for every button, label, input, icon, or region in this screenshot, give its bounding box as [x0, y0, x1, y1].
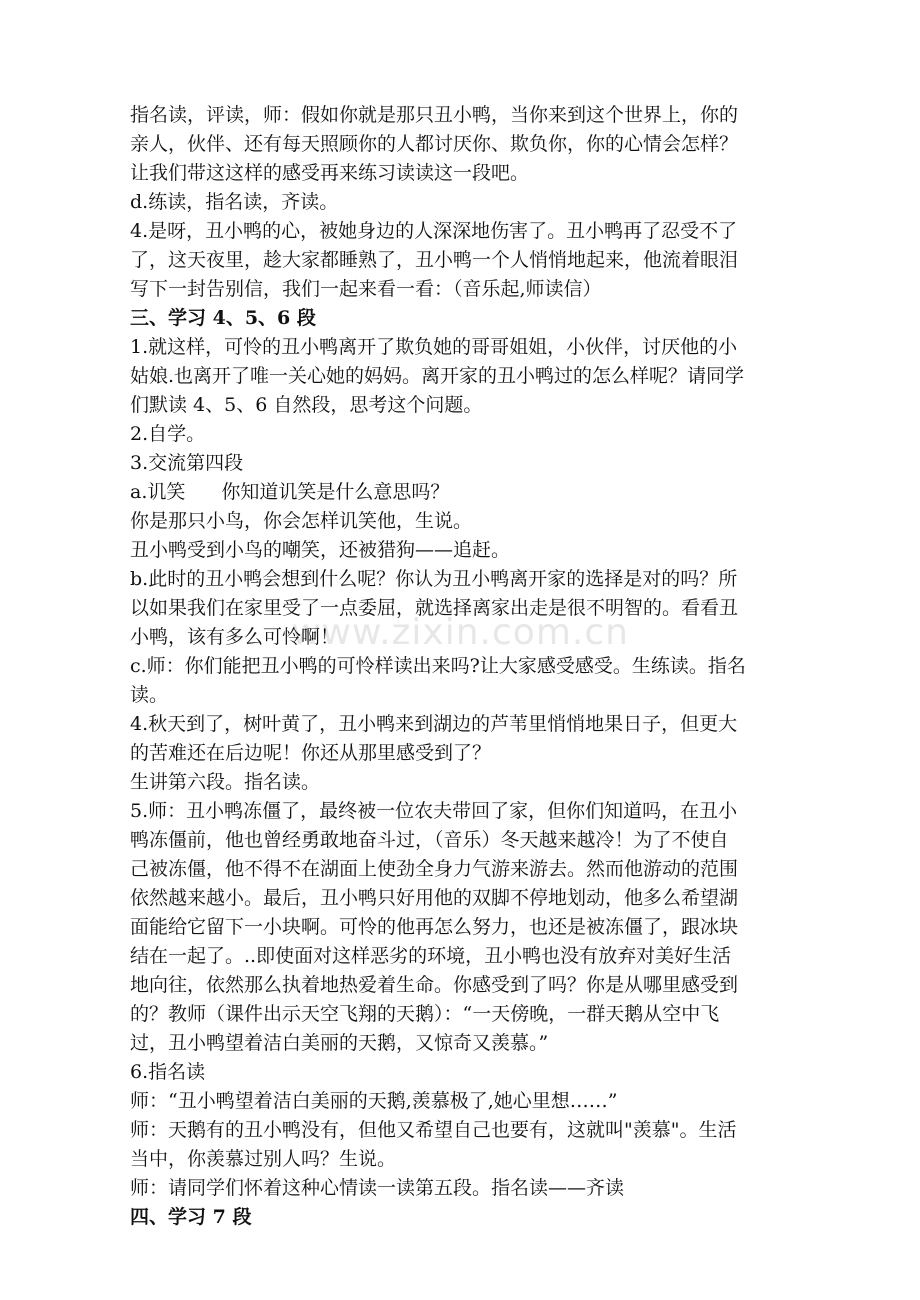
- text-line: 师：“丑小鸭望着洁白美丽的天鹅,羡慕极了,她心里想……”: [130, 1090, 618, 1112]
- text-line: c.师：你们能把丑小鸭的可怜样读出来吗?让大家感受感受。生练读。指名: [130, 655, 746, 677]
- text-line: d.练读，指名读，齐读。: [130, 191, 339, 213]
- text-line: 姑娘.也离开了唯一关心她的妈妈。离开家的丑小鸭过的怎么样呢？请同学: [130, 365, 745, 387]
- section-heading: 四、学习 7 段: [130, 1206, 252, 1228]
- text-line: 生讲第六段。指名读。: [130, 771, 321, 793]
- text-line: 师：请同学们怀着这种心情读一读第五段。指名读——齐读: [130, 1177, 625, 1199]
- section-heading: 三、学习 4、5、6 段: [130, 307, 316, 329]
- text-line: 指名读，评读，师：假如你就是那只丑小鸭，当你来到这个世界上，你的: [130, 104, 739, 126]
- text-line: 读。: [130, 684, 169, 706]
- text-line: 结在一起了。..即使面对这样恶劣的环境，丑小鸭也没有放弃对美好生活: [130, 945, 732, 967]
- text-line: 1.就这样，可怜的丑小鸭离开了欺负她的哥哥姐姐，小伙伴，讨厌他的小: [130, 336, 738, 358]
- text-line: 以如果我们在家里受了一点委屈，就选择离家出走是很不明智的。看看丑: [130, 597, 739, 619]
- text-line: 面能给它留下一小块啊。可怜的他再怎么努力，也还是被冻僵了，跟冰块: [130, 916, 739, 938]
- text-line: 小鸭，该有多么可怜啊！: [130, 626, 340, 648]
- watermark: www.zixin.com.cn: [291, 612, 629, 653]
- list-marker: a.讥笑: [130, 481, 186, 503]
- text-line: 亲人，伙伴、还有每天照顾你的人都讨厌你、欺负你，你的心情会怎样？: [130, 133, 739, 155]
- text-line: 依然越来越小。最后，丑小鸭只好用他的双脚不停地划动，他多么希望湖: [130, 887, 739, 909]
- text-line: 地向往，依然那么执着地热爱着生命。你感受到了吗？你是从哪里感受到: [130, 974, 739, 996]
- text-line: 过，丑小鸭望着洁白美丽的天鹅，又惊奇又羡慕。”: [130, 1032, 549, 1054]
- text-line: b.此时的丑小鸭会想到什么呢？你认为丑小鸭离开家的选择是对的吗？所: [130, 568, 738, 590]
- text-line: 的苦难还在后边呢！你还从那里感受到了？: [130, 742, 492, 764]
- text-line: 你是那只小鸟，你会怎样讥笑他，生说。: [130, 510, 473, 532]
- document-body: [130, 101, 820, 1232]
- text-line: 让我们带这这样的感受再来练习读读这一段吧。: [130, 162, 530, 184]
- text-line: 写下一封告别信，我们一起来看一看：（音乐起,师读信）: [130, 278, 602, 300]
- text-line: 5.师：丑小鸭冻僵了，最终被一位农夫带回了家，但你们知道吗，在丑小: [130, 800, 738, 822]
- text-line: 4.秋天到了，树叶黄了，丑小鸭来到湖边的芦苇里悄悄地果日子，但更大: [130, 713, 738, 735]
- text-line: 3.交流第四段: [130, 452, 244, 474]
- text-line: 师：天鹅有的丑小鸭没有，但他又希望自己也要有，这就叫"羡慕"。生活: [130, 1119, 737, 1141]
- text-line: [130, 478, 820, 507]
- text-line: 鸭冻僵前，他也曾经勇敢地奋斗过，（音乐）冬天越来越冷！为了不使自: [130, 829, 729, 851]
- text-line: 4.是呀，丑小鸭的心，被她身边的人深深地伤害了。丑小鸭再了忍受不了: [130, 220, 738, 242]
- text-line: 丑小鸭受到小鸟的嘲笑，还被猎狗——追赶。: [130, 539, 511, 561]
- text-line: 的？教师（课件出示天空飞翔的天鹅）：“一天傍晚，一群天鹅从空中飞: [130, 1003, 720, 1025]
- text-line: 当中，你羡慕过别人吗？生说。: [130, 1148, 397, 1170]
- text-line: 6.指名读: [130, 1061, 206, 1083]
- text-line: 们默读 4、5、6 自然段，思考这个问题。: [130, 394, 483, 416]
- question-text: 你知道讥笑是什么意思吗？: [221, 481, 450, 503]
- text-line: 了，这天夜里，趁大家都睡熟了，丑小鸭一个人悄悄地起来，他流着眼泪: [130, 249, 739, 271]
- text-line: 己被冻僵，他不得不在湖面上使劲全身力气游来游去。然而他游动的范围: [130, 858, 739, 880]
- text-line: 2.自学。: [130, 423, 206, 445]
